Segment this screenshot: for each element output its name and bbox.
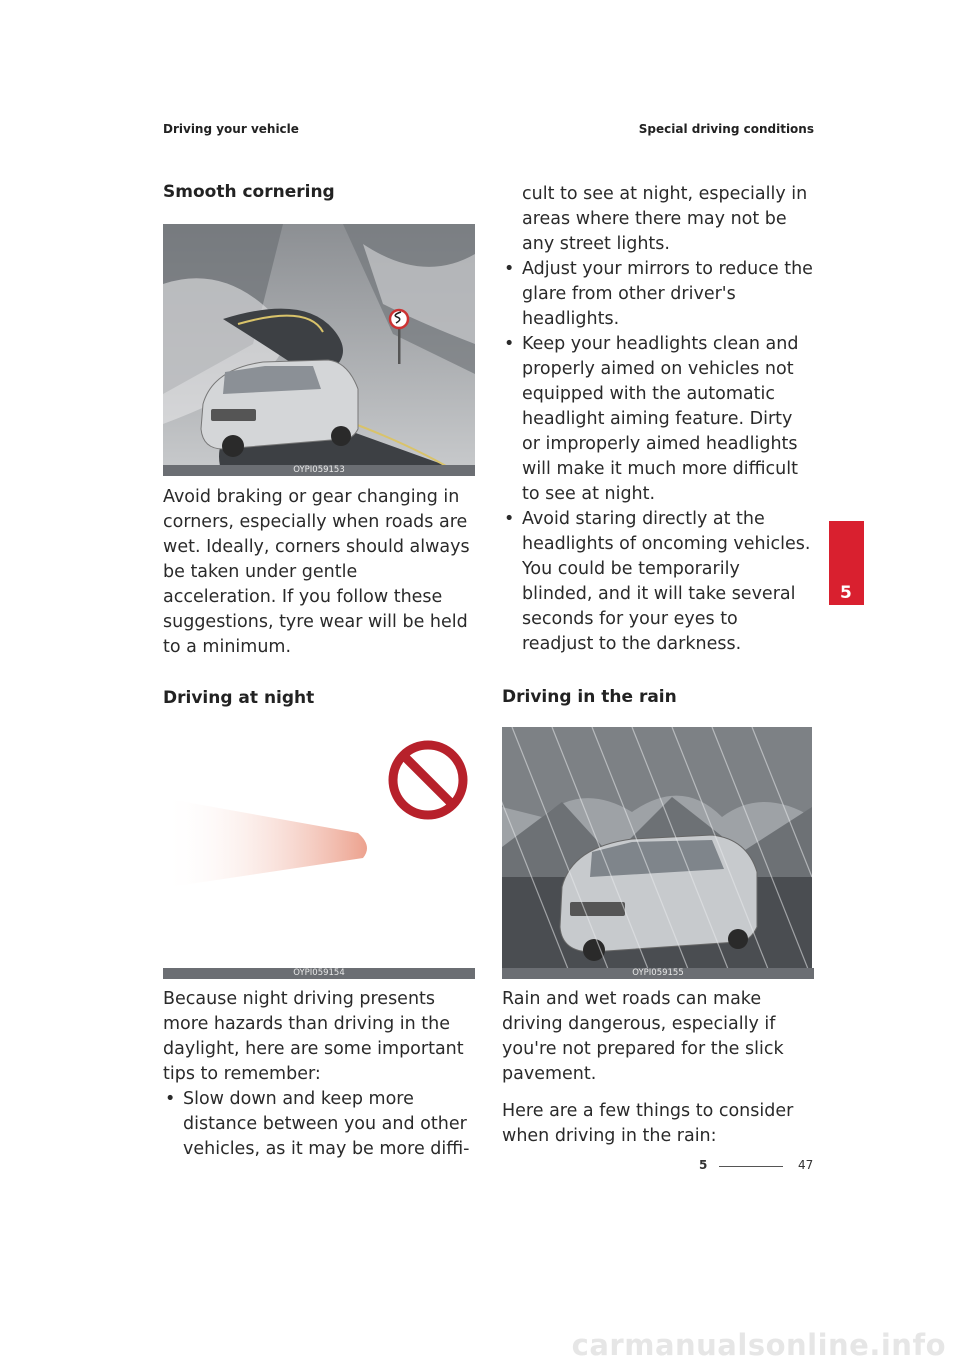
figure-rain-driving <box>502 727 814 979</box>
rain-illustration <box>502 727 814 979</box>
section-title-smooth-cornering: Smooth cornering <box>163 182 335 202</box>
paragraph-cornering: Avoid braking or gear changing in corners, especially when roads are wet. Ideally, corners should always be taken under gentle acceleration. If you follow these suggestions, tyre wear will be held to a minimum. <box>163 487 470 657</box>
header-section: Special driving conditions <box>638 122 814 136</box>
section-title-driving-rain: Driving in the rain <box>502 687 677 707</box>
footer-page-number: 47 <box>798 1158 814 1172</box>
cornering-illustration <box>163 224 475 476</box>
night-tips-list-continued <box>502 182 814 657</box>
list-item: • Adjust your mirrors to reduce the glare from other driver's headlights. <box>504 259 813 329</box>
night-glare-illustration <box>163 728 475 979</box>
figure-caption: OYPI059155 <box>502 968 814 979</box>
footer-section-number: 5 <box>699 1158 708 1172</box>
footer-divider <box>719 1166 783 1167</box>
night-tips-list-start <box>163 1087 475 1162</box>
bullet-dot: • <box>165 1089 176 1109</box>
chapter-tab-number: 5 <box>840 583 852 603</box>
list-item-continued: cult to see at night, especially in areas where there may not be any street lights. <box>522 184 808 254</box>
left-column <box>163 182 475 1162</box>
watermark: carmanualsonline.info <box>571 1328 946 1362</box>
list-item: • Avoid staring directly at the headlights of oncoming vehicles. You could be temporarily blinded, and it will take several seconds for your eyes to readjust to the darkness. <box>504 509 811 654</box>
figure-smooth-cornering <box>163 224 475 476</box>
figure-caption: OYPI059154 <box>163 968 475 979</box>
right-column <box>502 182 814 1149</box>
list-item: • Keep your headlights clean and properly aimed on vehicles not equipped with the automatic headlight aiming feature. Dirty or improperly aimed headlights will make it much more difficult to see at night. <box>504 334 799 504</box>
section-title-driving-night: Driving at night <box>163 688 315 708</box>
paragraph-rain-1: Rain and wet roads can make driving dangerous, especially if you're not prepared for the slick pavement. <box>502 989 784 1084</box>
paragraph-night-intro: Because night driving presents more hazards than driving in the daylight, here are some important tips to remember: <box>163 989 464 1084</box>
figure-caption: OYPI059153 <box>163 465 475 476</box>
figure-night-driving <box>163 728 475 979</box>
bullet-dot: • <box>504 334 515 354</box>
header-chapter: Driving your vehicle <box>163 122 299 136</box>
bullet-dot: • <box>504 509 515 529</box>
bullet-dot: • <box>504 259 515 279</box>
list-item: • Slow down and keep more distance between you and other vehicles, as it may be more diffi- <box>165 1089 470 1159</box>
paragraph-rain-2: Here are a few things to consider when driving in the rain: <box>502 1101 794 1146</box>
